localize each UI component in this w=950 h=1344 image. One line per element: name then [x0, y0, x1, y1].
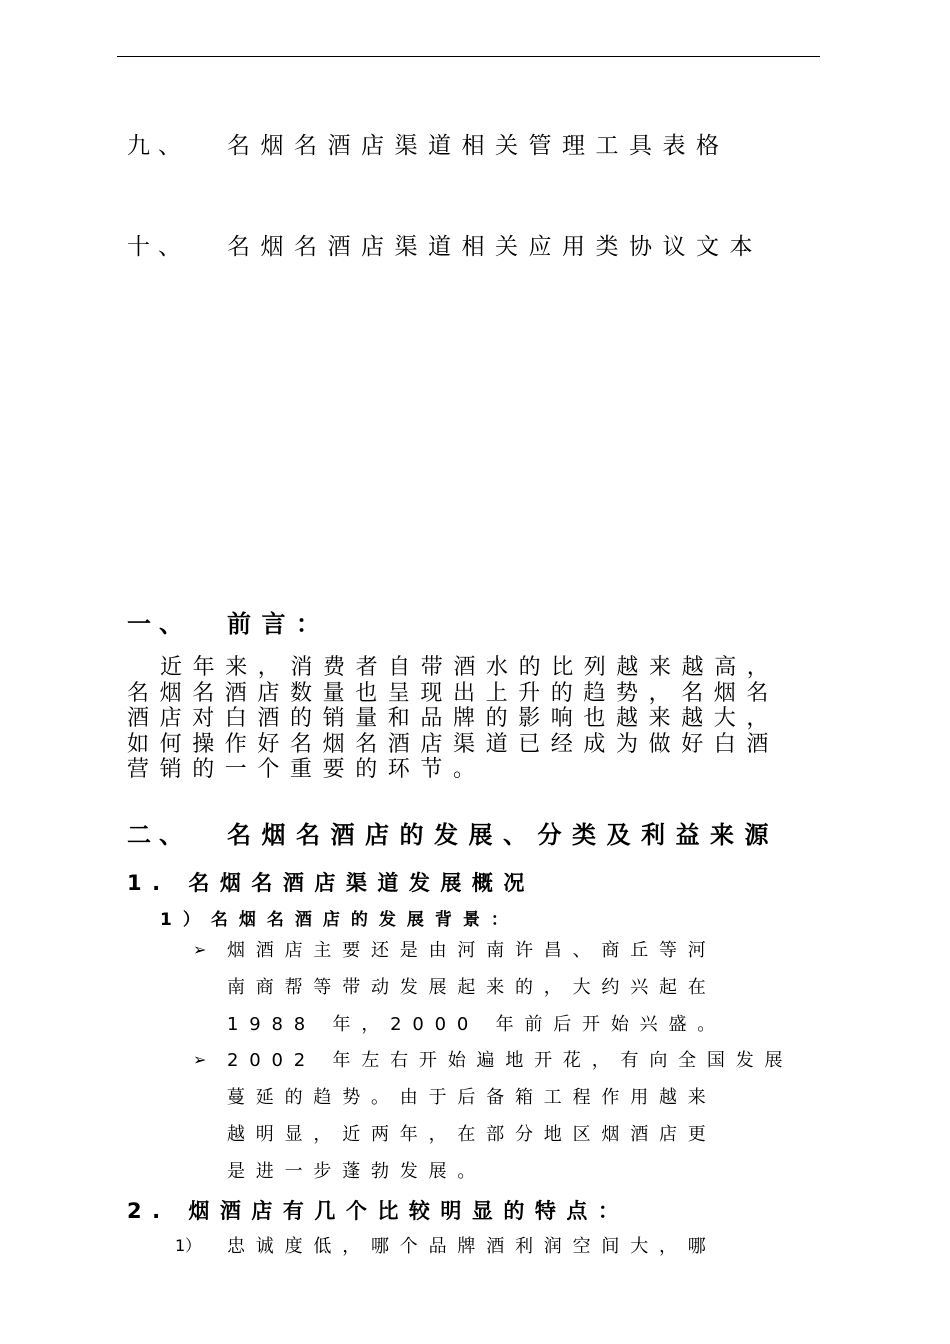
toc-item-10-text: 名烟名酒店渠道相关应用类协议文本 — [227, 234, 763, 260]
bullet-line: 2002 年左右开始遍地开花，有向全国发展 — [227, 1050, 794, 1071]
toc-item-9-text: 名烟名酒店渠道相关管理工具表格 — [227, 133, 730, 159]
subsection-2-item-1-number: 1） — [175, 1236, 202, 1255]
intro-line: 如何操作好名烟名酒店渠道已经成为做好白酒 — [127, 731, 780, 757]
intro-line: 营销的一个重要的环节。 — [127, 757, 486, 782]
bullet-line: 南商帮等带动发展起来的，大约兴起在 — [227, 977, 717, 998]
subsection-2-item-1-text: 忠诚度低，哪个品牌酒利润空间大，哪 — [227, 1236, 717, 1257]
bullet-line: 越明显，近两年，在部分地区烟酒店更 — [227, 1124, 717, 1145]
bullet-line: 烟酒店主要还是由河南许昌、商丘等河 — [227, 940, 717, 961]
subsection-2-title: 2. 烟酒店有几个比较明显的特点： — [127, 1199, 630, 1223]
bullet-1-text — [227, 932, 726, 1043]
intro-paragraph — [127, 655, 807, 783]
bullet-line: 1988 年，2000 年前后开始兴盛。 — [227, 1014, 727, 1035]
bullet-line: 蔓延的趋势。由于后备箱工程作用越来 — [227, 1087, 717, 1108]
section-2-number: 二、 — [127, 821, 191, 849]
section-1-title: 前言： — [227, 610, 331, 638]
subsection-1-title: 1. 名烟名酒店渠道发展概况 — [127, 871, 535, 895]
toc-item-10-number: 十、 — [127, 234, 189, 260]
bullet-line: 是进一步蓬勃发展。 — [227, 1161, 487, 1182]
intro-line: 名烟名酒店数量也呈现出上升的趋势，名烟名 — [127, 680, 780, 706]
intro-line: 酒店对白酒的销量和品牌的影响也越来越大， — [127, 706, 780, 731]
bullet-arrow-icon: ➢ — [193, 940, 207, 959]
toc-item-9-number: 九、 — [127, 133, 189, 159]
section-2-title: 名烟名酒店的发展、分类及利益来源 — [227, 821, 779, 849]
intro-line: 近年来，消费者自带酒水的比列越来越高， — [160, 655, 780, 680]
item-1-label: 1）名烟名酒店的发展背景： — [160, 910, 519, 930]
header-rule — [117, 56, 820, 57]
bullet-arrow-icon: ➢ — [193, 1050, 207, 1069]
bullet-2-text — [227, 1042, 793, 1190]
section-1-number: 一、 — [127, 610, 191, 638]
